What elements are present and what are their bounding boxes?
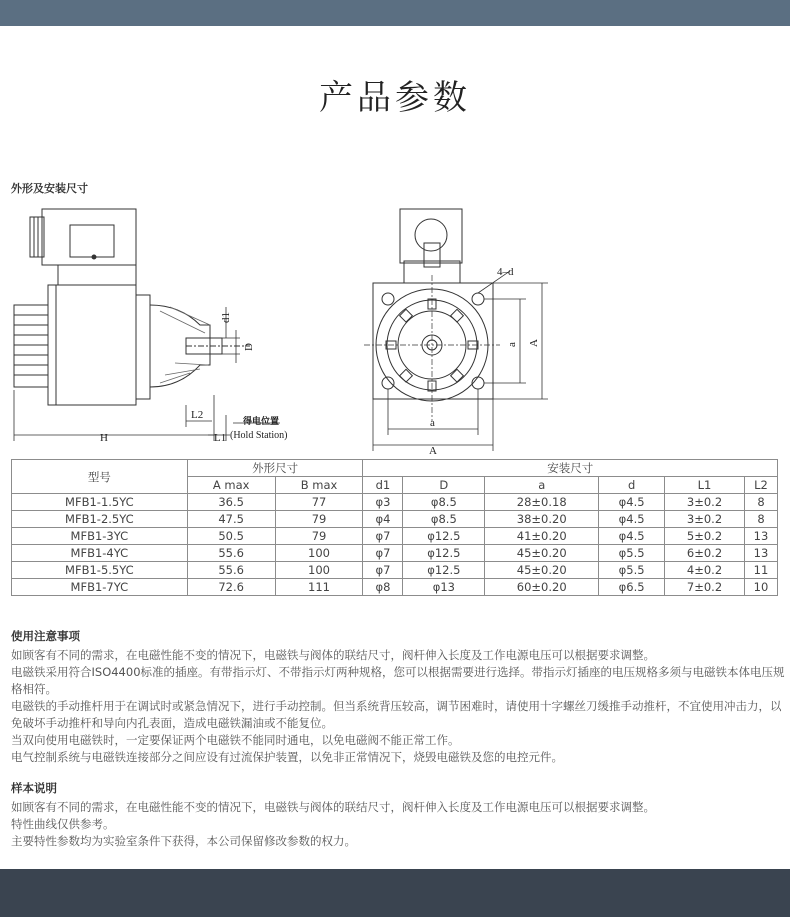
table-cell: 7±0.2 (665, 579, 745, 596)
table-cell: 38±0.20 (485, 511, 599, 528)
install-header: 安装尺寸 (363, 460, 778, 477)
table-cell: 55.6 (187, 562, 275, 579)
label-L2: L2 (191, 409, 204, 421)
label-a-horizontal: a (430, 417, 435, 429)
table-cell: 47.5 (187, 511, 275, 528)
table-cell: 10 (744, 579, 777, 596)
table-cell: MFB1-5.5YC (12, 562, 188, 579)
table-cell: φ4.5 (599, 511, 665, 528)
left-dimensions (14, 307, 280, 441)
note-line: 如顾客有不同的需求，在电磁性能不变的情况下，电磁铁与阀体的联结尺寸，阀杆伸入长度及工作电源电压可以根据要求调整。 (11, 648, 655, 662)
table-cell: 5±0.2 (665, 528, 745, 545)
table-cell: 41±0.20 (485, 528, 599, 545)
table-cell: φ4 (363, 511, 403, 528)
subheader: d (599, 477, 665, 494)
label-holes: 4–d (497, 266, 514, 278)
coil-body (14, 285, 250, 405)
table-row (12, 545, 778, 562)
note-line: 电磁铁采用符合ISO4400标准的插座。有带指示灯、不带指示灯两种规格，您可以根据需要进行选择。带指示灯插座的电压规格多须与电磁铁本体电压规格相符。 (11, 665, 785, 696)
note-line: 当双向使用电磁铁时，一定要保证两个电磁铁不能同时通电，以免电磁阀不能正常工作。 (11, 733, 460, 747)
table-cell: 45±0.20 (485, 545, 599, 562)
table-cell: φ12.5 (403, 545, 485, 562)
table-cell: 11 (744, 562, 777, 579)
table-cell: 100 (275, 545, 363, 562)
label-hold-en: (Hold Station) (230, 430, 288, 441)
table-cell: φ12.5 (403, 562, 485, 579)
subheader: L1 (665, 477, 745, 494)
table-cell: φ13 (403, 579, 485, 596)
model-header: 型号 (12, 460, 188, 494)
table-cell: φ3 (363, 494, 403, 511)
table-cell: φ5.5 (599, 562, 665, 579)
table-cell: 60±0.20 (485, 579, 599, 596)
table-row (12, 528, 778, 545)
note-line: 主要特性参数均为实验室条件下获得，本公司保留修改参数的权力。 (11, 834, 356, 848)
table-cell: 4±0.2 (665, 562, 745, 579)
outline-header: 外形尺寸 (187, 460, 363, 477)
table-row (12, 562, 778, 579)
front-dimensions (373, 271, 548, 451)
label-a-vertical: a (506, 342, 518, 347)
label-A-horizontal: A (429, 445, 437, 457)
subheader: D (403, 477, 485, 494)
table-cell: φ6.5 (599, 579, 665, 596)
subheader: d1 (363, 477, 403, 494)
note-line: 特性曲线仅供参考。 (11, 817, 115, 831)
table-cell: 77 (275, 494, 363, 511)
table-cell: 72.6 (187, 579, 275, 596)
label-hold-cn: 得电位置 (243, 416, 280, 426)
front-view (364, 209, 500, 421)
label-L1: L1 (214, 432, 227, 444)
label-A-vertical: A (528, 339, 540, 347)
table-cell: φ8.5 (403, 494, 485, 511)
dimension-drawing (0, 195, 790, 457)
notes-heading-usage: 使用注意事项 (11, 629, 80, 643)
table-row (12, 494, 778, 511)
table-cell: φ5.5 (599, 545, 665, 562)
table-cell: φ8 (363, 579, 403, 596)
table-cell: φ8.5 (403, 511, 485, 528)
table-row (12, 579, 778, 596)
table-cell: 79 (275, 528, 363, 545)
table-cell: 13 (744, 545, 777, 562)
table-cell: 13 (744, 528, 777, 545)
subheader: a (485, 477, 599, 494)
note-line: 电磁铁的手动推杆用于在调试时或紧急情况下，进行手动控制。但当系统背压较高，调节困难时，请使用十字螺丝刀缓推手动推杆，不宜使用冲击力，以免破坏手动推杆和导向内孔表面，造成电磁铁漏油或不能复位。 (11, 699, 782, 730)
table-row (12, 511, 778, 528)
table-cell: 79 (275, 511, 363, 528)
table-cell: MFB1-2.5YC (12, 511, 188, 528)
table-cell: MFB1-1.5YC (12, 494, 188, 511)
table-cell: 3±0.2 (665, 511, 745, 528)
table-cell: MFB1-3YC (12, 528, 188, 545)
table-cell: 50.5 (187, 528, 275, 545)
table-cell: 45±0.20 (485, 562, 599, 579)
label-H: H (100, 432, 108, 444)
notes-heading-sample: 样本说明 (11, 781, 57, 795)
label-d1: d1 (220, 312, 232, 323)
top-banner (0, 0, 790, 26)
drawing-section-title: 外形及安装尺寸 (11, 182, 88, 195)
table-cell: 6±0.2 (665, 545, 745, 562)
note-line: 电气控制系统与电磁铁连接部分之间应设有过流保护装置，以免非正常情况下，烧毁电磁铁及您的电控元件。 (11, 750, 563, 764)
bottom-banner (0, 869, 790, 917)
table-cell: 28±0.18 (485, 494, 599, 511)
subheader: B max (275, 477, 363, 494)
table-cell: 100 (275, 562, 363, 579)
spec-table (11, 459, 778, 596)
page-title: 产品参数 (319, 78, 471, 118)
table-cell: φ4.5 (599, 494, 665, 511)
table-cell: 36.5 (187, 494, 275, 511)
note-line: 如顾客有不同的需求，在电磁性能不变的情况下，电磁铁与阀体的联结尺寸，阀杆伸入长度及工作电源电压可以根据要求调整。 (11, 800, 655, 814)
table-header-row (12, 460, 778, 477)
table-cell: φ7 (363, 528, 403, 545)
label-D: D (243, 343, 255, 351)
table-cell: MFB1-4YC (12, 545, 188, 562)
subheader: A max (187, 477, 275, 494)
subheader: L2 (744, 477, 777, 494)
table-cell: φ4.5 (599, 528, 665, 545)
table-cell: φ7 (363, 545, 403, 562)
table-cell: 8 (744, 511, 777, 528)
table-cell: MFB1-7YC (12, 579, 188, 596)
table-cell: 3±0.2 (665, 494, 745, 511)
table-cell: 55.6 (187, 545, 275, 562)
table-cell: φ12.5 (403, 528, 485, 545)
connector-housing (30, 209, 136, 285)
table-cell: 111 (275, 579, 363, 596)
table-cell: 8 (744, 494, 777, 511)
notes-section (11, 628, 786, 850)
table-cell: φ7 (363, 562, 403, 579)
